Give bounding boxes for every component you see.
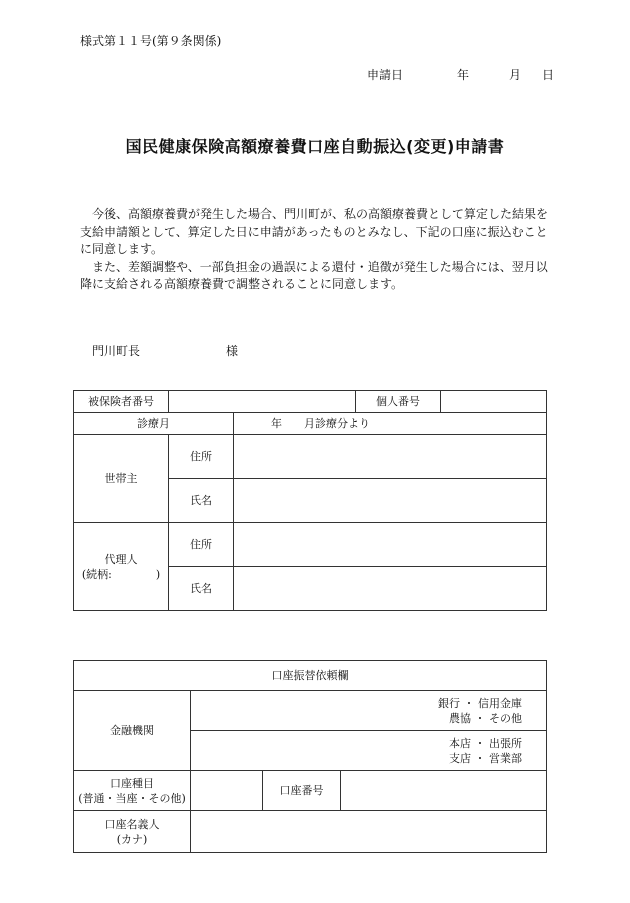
insured-number-field[interactable]: [169, 391, 356, 413]
householder-label-text: 世帯主: [104, 472, 138, 485]
account-table-header: 口座振替依頼欄: [74, 661, 547, 691]
consent-paragraph-2: また、差額調整や、一部負担金の過誤による還付・追徴が発生した場合には、翌月以降に支給される高額療養費で調整されることに同意します。: [80, 259, 548, 291]
addressee-honorific: 様: [226, 344, 239, 358]
personal-number-field[interactable]: [441, 391, 547, 413]
branch-name-field[interactable]: [191, 731, 547, 771]
account-type-options: (普通・当座・その他): [78, 791, 186, 805]
applicant-table: [73, 390, 547, 611]
householder-name-label: 氏名: [169, 479, 234, 523]
account-type-label: [74, 771, 191, 811]
agent-label: [74, 523, 169, 611]
addressee-name: 門川町長: [92, 344, 141, 358]
treatment-month-field[interactable]: 年 月診療分より: [234, 413, 547, 435]
date-year-label: 年: [457, 68, 470, 82]
householder-address-label: 住所: [169, 435, 234, 479]
account-type-field[interactable]: [191, 771, 263, 811]
personal-number-label: 個人番号: [356, 391, 441, 413]
agent-address-field[interactable]: [234, 523, 547, 567]
agent-relationship: (続柄: ): [81, 567, 161, 581]
date-label: 申請日: [367, 68, 404, 82]
agent-name-label: 氏名: [169, 567, 234, 611]
account-number-field[interactable]: [341, 771, 547, 811]
date-month-label: 月: [509, 68, 522, 82]
account-holder-field[interactable]: [191, 811, 547, 853]
householder-label: [74, 435, 169, 523]
date-day-label: 日: [542, 68, 555, 82]
insured-number-label: 被保険者番号: [74, 391, 169, 413]
consent-paragraph-1: 今後、高額療養費が発生した場合、門川町が、私の高額療養費として算定した結果を支給申請額として、算定した日に申請があったものとみなし、下記の口座に振込むことに同意します。: [80, 207, 549, 256]
householder-address-field[interactable]: [234, 435, 547, 479]
institution-label: 金融機関: [74, 691, 191, 771]
account-table: [73, 660, 547, 853]
bank-types-line-1: 銀行 ・ 信用金庫: [438, 696, 522, 710]
agent-address-label: 住所: [169, 523, 234, 567]
page-title: 国民健康保険高額療養費口座自動振込(変更)申請書: [125, 137, 505, 156]
agent-name-field[interactable]: [234, 567, 547, 611]
form-number: 様式第１１号(第９条関係): [80, 34, 222, 48]
bank-types-line-2: 農協 ・ その他: [449, 711, 522, 725]
consent-text: [80, 206, 552, 294]
branch-types-line-2: 支店 ・ 営業部: [449, 751, 522, 765]
account-holder-label-text: 口座名義人: [104, 817, 160, 831]
account-holder-label: [74, 811, 191, 853]
agent-label-text: 代理人: [104, 552, 138, 566]
householder-name-field[interactable]: [234, 479, 547, 523]
treatment-month-label: 診療月: [74, 413, 234, 435]
account-holder-kana: (カナ): [116, 832, 148, 846]
account-type-label-text: 口座種目: [110, 776, 154, 790]
branch-types-line-1: 本店 ・ 出張所: [449, 736, 522, 750]
bank-name-field[interactable]: [191, 691, 547, 731]
account-number-label: 口座番号: [263, 771, 341, 811]
